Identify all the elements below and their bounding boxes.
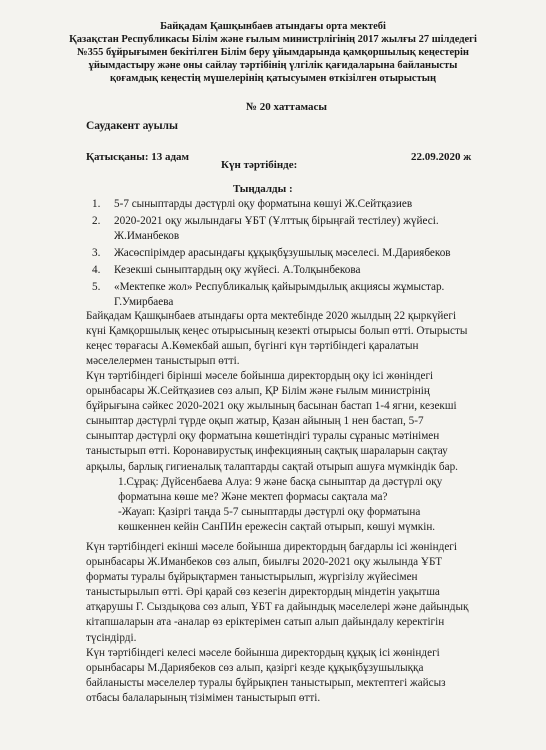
header-line-5: қоғамдық кеңестің мүшелерінің қатысуымен өткізілген отырыстың (109, 73, 436, 84)
header-school-name: Байқадам Қашқынбаев атындағы орта мектебі (160, 21, 386, 32)
paragraph-third-issue: Күн тәртібіндегі келесі мәселе бойынша директордың құқық ісі жөніндегі орынбасары М.Дариябеков сөз алып, қазіргі кезде құқықбұзушылыққа байланысты мәселелер туралы бұйрықпен таныстырып, мектептегі жайсыз отбасы балаларының тізімімен таныстырып өтті. (86, 647, 446, 705)
question-1: 1.Сұрақ: Дүйсенбаева Алуа: 9 және басқа сыныптар да дәстүрлі оқу форматына көше ме? Және мектеп формасы сақтала ма? (118, 476, 443, 504)
answer-1: -Жауап: Қазіргі таңда 5-7 сыныптарды дәстүрлі оқу форматына көшкеннен кейін СанПИн ережесін сақтай отырып, көшуі мүмкін. (118, 506, 436, 534)
agenda-heading: Күн тәртібінде: (221, 159, 298, 171)
agenda-item-number: 4. (92, 264, 101, 276)
agenda-item-text: 5-7 сыныптарды дәстүрлі оқу форматына көшуі Ж.Сейтқазиев (114, 198, 413, 210)
meeting-date: 22.09.2020 ж (411, 151, 472, 163)
agenda-item (92, 197, 522, 212)
agenda-item-text: «Мектепке жол» Республикалық қайырымдылық акциясы жұмыстар. Г.Умирбаева (114, 281, 445, 308)
header-line-3: №355 бұйрығымен бекітілген Білім беру ұйымдарында қамқоршылық кеңестерін (77, 47, 469, 58)
agenda-item (92, 263, 522, 278)
attendance: Қатысқаны: 13 адам (86, 151, 190, 163)
paragraph-second-issue: Күн тәртібіндегі екінші мәселе бойынша директордың бағдарлы ісі жөніндегі орынбасары Ж.Иманбеков сөз алып, биылғы 2020-2021 оқу жылында ҰБТ форматы туралы бұйрықтармен таныстырылып, жүргізілу жүйесімен таныстырылып өтті. Әрі қарай сөз кезегін директордың міндетін уақытша атқарушы Г. Сыздықова сөз алып, ҰБТ ға дайындық мәселелері және дайындық кітапшаларын ата -аналар өз еріктерімен сатып алып дайындалу керектігін түсіндірді. (86, 541, 469, 644)
agenda-item-number: 3. (92, 247, 101, 259)
agenda-item (92, 214, 522, 244)
agenda-item-text: Кезекші сыныптардың оқу жүйесі. А.Толқынбекова (114, 264, 361, 276)
agenda-item-text: Жасөспірімдер арасындағы құқықбұзушылық мәселесі. М.Дариябеков (114, 247, 451, 259)
agenda-item-number: 2. (92, 215, 101, 227)
heard-heading: Тыңдалды : (233, 183, 293, 195)
paragraph-opening: Байқадам Қашқынбаев атындағы орта мектебінде 2020 жылдың 22 қыркүйегі күні Қамқоршылық кеңес отырысының кезекті отырысы болып өтті. Отырысты кеңес төрағасы А.Көмекбай ашып, бүгінгі күн тәртібіндегі қаралатын мәселелермен таныстырып өтті. (86, 310, 468, 368)
protocol-title: № 20 хаттамасы (246, 101, 327, 113)
header-line-2: Қазақстан Республикасы Білім және ғылым министрлігінің 2017 жылғы 27 шілдедегі (69, 34, 477, 45)
header-line-4: ұйымдастыру және оны сайлау тәртібінің үлгілік қағидаларына байланысты (88, 60, 458, 71)
agenda-item-text: 2020-2021 оқу жылындағы ҰБТ (Ұлттық бірыңғай тестілеу) жүйесі. Ж.Иманбеков (114, 215, 439, 242)
agenda-item (92, 246, 522, 261)
agenda-item (92, 280, 522, 310)
agenda-item-number: 1. (92, 198, 101, 210)
agenda-list (92, 197, 522, 310)
agenda-item-number: 5. (92, 281, 101, 293)
place-name: Саудакент ауылы (86, 120, 178, 132)
paragraph-first-issue: Күн тәртібіндегі бірінші мәселе бойынша директордың оқу ісі жөніндегі орынбасары Ж.Сейтқазиев сөз алып, ҚР Білім және ғылым министрінің бұйрығына сәйкес 2020-2021 оқу жылының басынан бастап 1-4 ягни, кезекші сыныптар дәстүрлі түрде оқып жатыр, Қазан айының 1 нен бастап, 5-7 сыныптар дәстүрлі оқу форматына көшетіндігі туралы сұраныс мәтінімен таныстырып өтті. Коронавирустық инфекцияның сақтық шараларын сақтау арқылы, барлық гигиеналық талаптарды сақтай отырып ашуға мүмкіндік бар. (86, 370, 458, 473)
